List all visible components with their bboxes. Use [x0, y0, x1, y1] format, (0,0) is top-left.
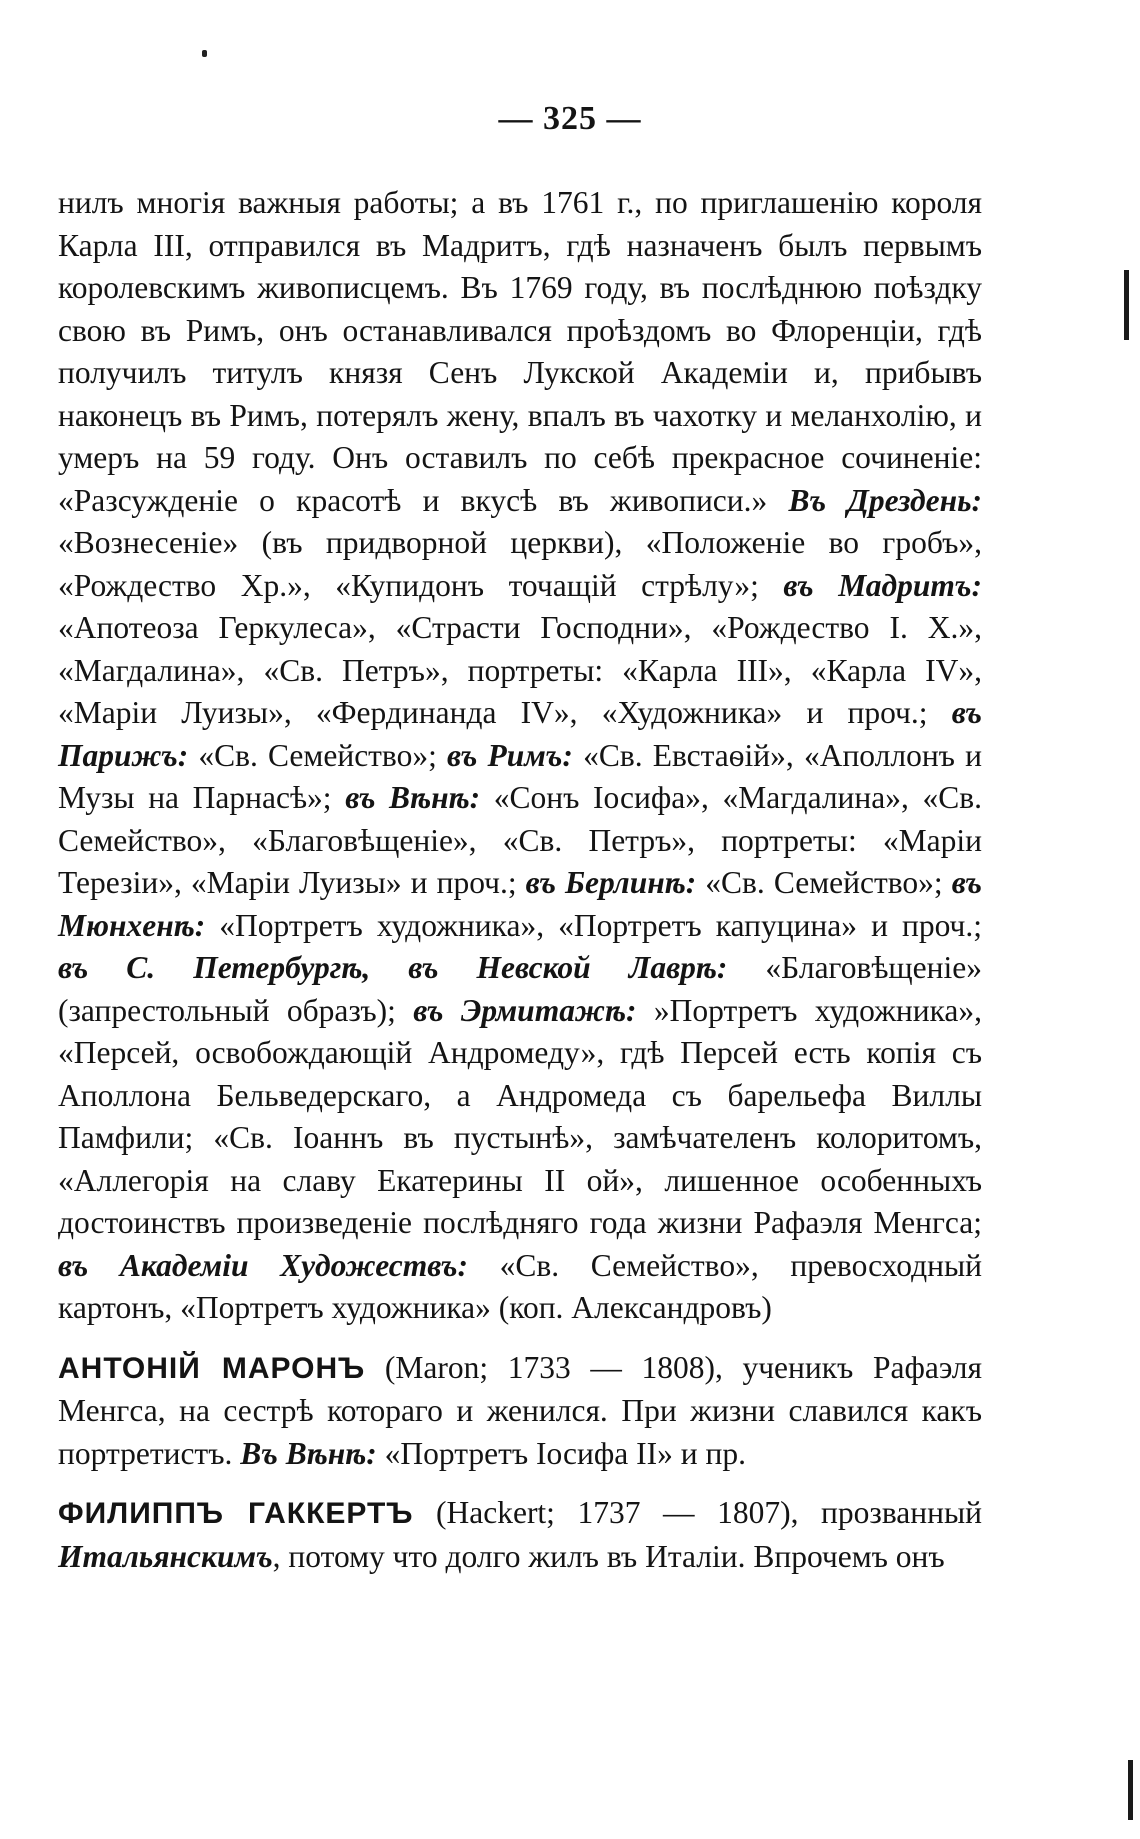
- body-text: «Благовѣщеніе» (запрестольный образъ);: [58, 950, 982, 1028]
- page-number: — 325 —: [498, 100, 642, 137]
- location-label: въ Мадритъ:: [783, 567, 982, 603]
- location-label: въ Мюнхенѣ:: [58, 865, 983, 943]
- location-label: Въ Дрездень:: [788, 482, 983, 518]
- location-label: въ Римъ:: [447, 737, 573, 773]
- body-text: «Св. Семейство»;: [188, 737, 448, 773]
- body-text: «Св. Евстаѳій», «Аполлонъ и Музы на Парнасѣ»;: [58, 737, 982, 815]
- location-label: въ Берлинѣ:: [525, 865, 697, 900]
- margin-mark: [1128, 1760, 1133, 1820]
- ink-speck: [202, 50, 207, 57]
- body-text: «Св. Семейство»;: [696, 865, 952, 900]
- location-label: въ С. Петербургѣ, въ Невской Лаврѣ:: [58, 950, 728, 985]
- body-text: «Апотеоза Геркулеса», «Страсти Господни», «Рождество І. Х.», «Магдалина», «Св. Петръ», портреты: «Карла III», «Карла IV», «Маріи Луизы», «Фердинанда IV», «Художника» и проч.;: [58, 610, 982, 730]
- paragraph-text: [58, 1347, 982, 1476]
- body-text: «Портретъ Іосифа II» и пр.: [376, 1435, 746, 1471]
- body-text: (Hackert; 1737 — 1807), прозванный: [413, 1495, 982, 1530]
- maron-entry: [58, 1347, 982, 1476]
- location-label: въ Эрмитажѣ:: [413, 992, 637, 1028]
- hackert-entry: [58, 1492, 982, 1578]
- body-text: «Портретъ художника», «Портретъ капуцина» и проч.;: [205, 907, 982, 943]
- paragraph-text: [58, 182, 982, 1330]
- artist-name: АНТОНІЙ МАРОНЪ: [58, 1351, 366, 1385]
- mengs-continuation-paragraph: [58, 182, 982, 1330]
- location-label: въ Парижъ:: [58, 695, 982, 773]
- location-label: Въ Вѣнѣ:: [240, 1435, 377, 1471]
- artist-name: ФИЛИППЪ ГАККЕРТЪ: [58, 1497, 414, 1530]
- body-text: (Maron; 1733 — 1808), ученикъ Рафаэля Менгса, на сестрѣ котораго и женился. При жизни славился какъ портретистъ.: [58, 1349, 982, 1471]
- margin-mark: [1124, 270, 1129, 340]
- body-text: «Сонъ Іосифа», «Магдалина», «Св. Семейство», «Благовѣщеніе», «Св. Петръ», портреты: «Маріи Терезіи», «Маріи Луизы» и проч.;: [58, 780, 983, 900]
- location-label: въ Академіи Художествъ:: [58, 1247, 468, 1283]
- body-text: »Портретъ художника», «Персей, освобождающій Андромеду», гдѣ Персей есть копія съ Аполлона Бельведерскаго, а Андромеда съ барельефа Виллы Памфили; «Св. Іоаннъ въ пустынѣ», замѣчателенъ колоритомъ, «Аллегорія на славу Екатерины II ой», лишенное особенныхъ достоинствъ произведеніе послѣдняго года жизни Рафаэля Менгса;: [58, 992, 982, 1240]
- location-label: Итальянскимъ: [58, 1538, 273, 1574]
- location-label: въ Вѣнѣ:: [345, 780, 481, 815]
- body-text: , потому что долго жилъ въ Италіи. Впрочемъ онъ: [272, 1538, 945, 1574]
- body-text: «Св. Семейство», превосходный картонъ, «Портретъ художника» (коп. Александровъ): [58, 1247, 982, 1325]
- paragraph-text: [58, 1492, 982, 1578]
- body-text: «Вознесеніе» (въ придворной церкви), «Положеніе во гробъ», «Рождество Хр.», «Купидонъ точащій стрѣлу»;: [58, 525, 982, 603]
- text-column: [58, 182, 982, 1578]
- body-text: нилъ многія важныя работы; а въ 1761 г., по приглашенію короля Карла III, отправился въ Мадритъ, гдѣ назначенъ былъ первымъ королевскимъ живописцемъ. Въ 1769 году, въ послѣднюю поѣздку свою въ Римъ, онъ останавливался проѣздомъ во Флоренціи, гдѣ получилъ титулъ князя Сенъ Лукской Академіи и, прибывъ наконецъ въ Римъ, потерялъ жену, впалъ въ чахотку и меланхолію, и умеръ на 59 году. Онъ оставилъ по себѣ прекрасное сочиненіе: «Разсужденіе о красотѣ и вкусѣ въ живописи.»: [58, 185, 982, 518]
